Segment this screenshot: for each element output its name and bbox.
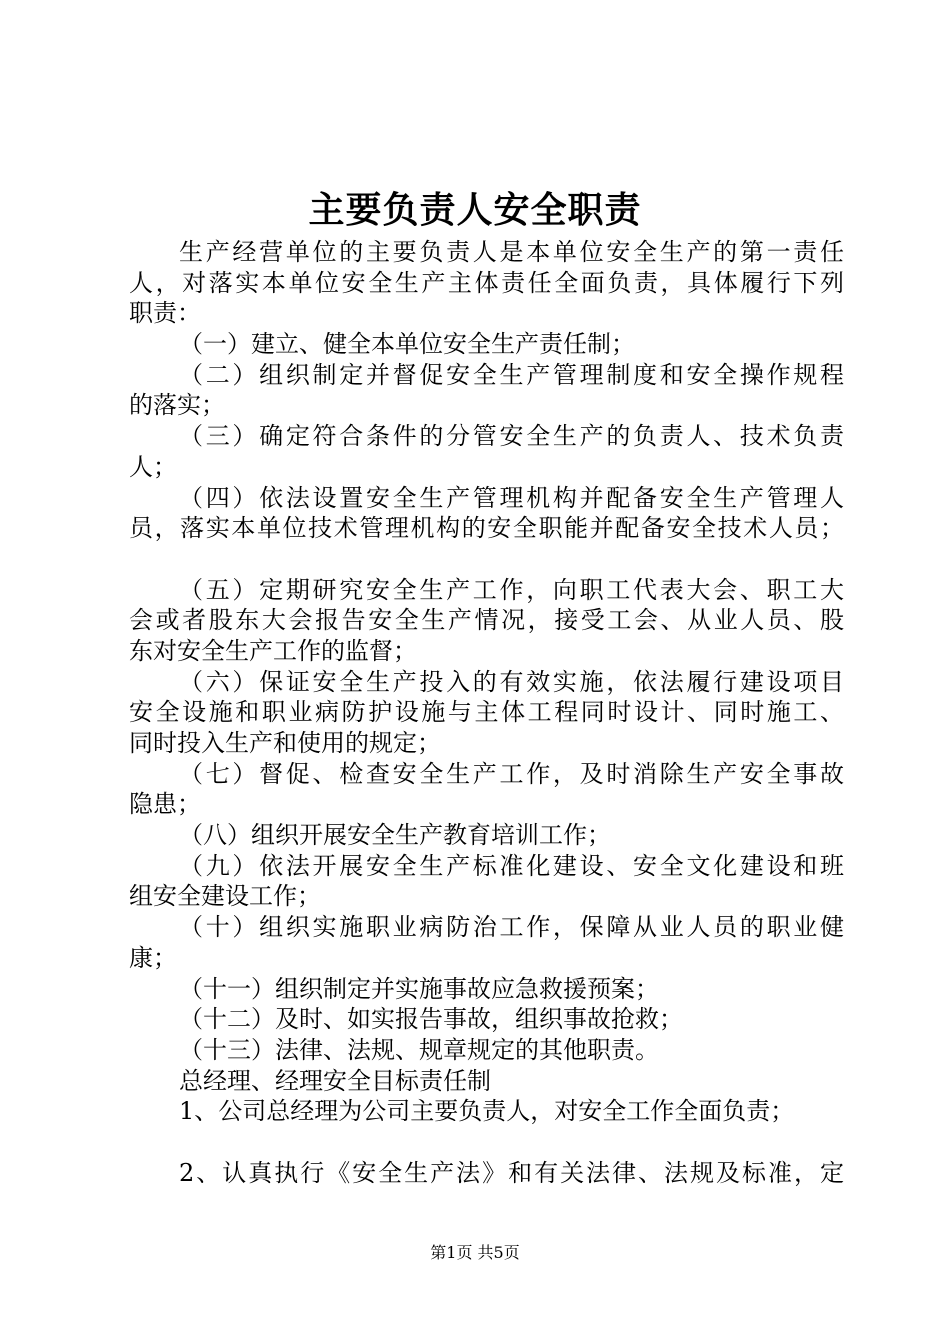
- paragraph-line: 隐患；: [129, 790, 201, 819]
- paragraph-line: 安全设施和职业病防护设施与主体工程同时设计、同时施工、: [129, 698, 844, 727]
- paragraph-line: 1、公司总经理为公司主要负责人，对安全工作全面负责；: [179, 1097, 795, 1126]
- paragraph-line: （二）组织制定并督促安全生产管理制度和安全操作规程: [179, 360, 844, 389]
- blank-line: [129, 1127, 844, 1158]
- paragraph-line: （十）组织实施职业病防治工作，保障从业人员的职业健: [179, 913, 844, 942]
- paragraph-line: （九）依法开展安全生产标准化建设、安全文化建设和班: [179, 851, 844, 880]
- paragraph-line: 员，落实本单位技术管理机构的安全职能并配备安全技术人员；: [129, 514, 844, 543]
- paragraph-line: 2、认真执行《安全生产法》和有关法律、法规及标准，定: [179, 1158, 844, 1187]
- paragraph-line: 会或者股东大会报告安全生产情况，接受工会、从业人员、股: [129, 606, 844, 635]
- paragraph-line: 东对安全生产工作的监督；: [129, 636, 417, 665]
- paragraph-line: （八）组织开展安全生产教育培训工作；: [179, 821, 611, 850]
- blank-line: [129, 544, 844, 575]
- paragraph-line: 人，对落实本单位安全生产主体责任全面负责，具体履行下列: [129, 268, 844, 297]
- paragraph-line: 同时投入生产和使用的规定；: [129, 729, 441, 757]
- paragraph-line: （六）保证安全生产投入的有效实施，依法履行建设项目: [179, 667, 844, 696]
- paragraph-line: 职责：: [129, 299, 201, 328]
- paragraph-line: （四）依法设置安全生产管理机构并配备安全生产管理人: [179, 483, 844, 512]
- paragraph-line: （三）确定符合条件的分管安全生产的负责人、技术负责: [179, 422, 844, 451]
- paragraph-line: （十一）组织制定并实施事故应急救援预案；: [179, 974, 659, 1003]
- paragraph-line: （十三）法律、法规、规章规定的其他职责。: [179, 1035, 659, 1064]
- paragraph-line: （五）定期研究安全生产工作，向职工代表大会、职工大: [179, 575, 844, 604]
- paragraph-line: 生产经营单位的主要负责人是本单位安全生产的第一责任: [179, 238, 844, 266]
- document-body: [129, 237, 844, 1188]
- paragraph-line: 的落实；: [129, 391, 225, 420]
- page-number-footer: 第1页 共5页: [430, 1243, 520, 1262]
- section-heading: 总经理、经理安全目标责任制: [179, 1066, 491, 1095]
- paragraph-line: 康；: [129, 943, 177, 972]
- paragraph-line: （一）建立、健全本单位安全生产责任制；: [179, 330, 635, 359]
- document-title: 主要负责人安全职责: [308, 189, 642, 231]
- paragraph-line: （十二）及时、如实报告事故，组织事故抢救；: [179, 1005, 683, 1034]
- paragraph-line: 人；: [129, 452, 177, 481]
- paragraph-line: 组安全建设工作；: [129, 882, 321, 911]
- paragraph-line: （七）督促、检查安全生产工作，及时消除生产安全事故: [179, 759, 844, 788]
